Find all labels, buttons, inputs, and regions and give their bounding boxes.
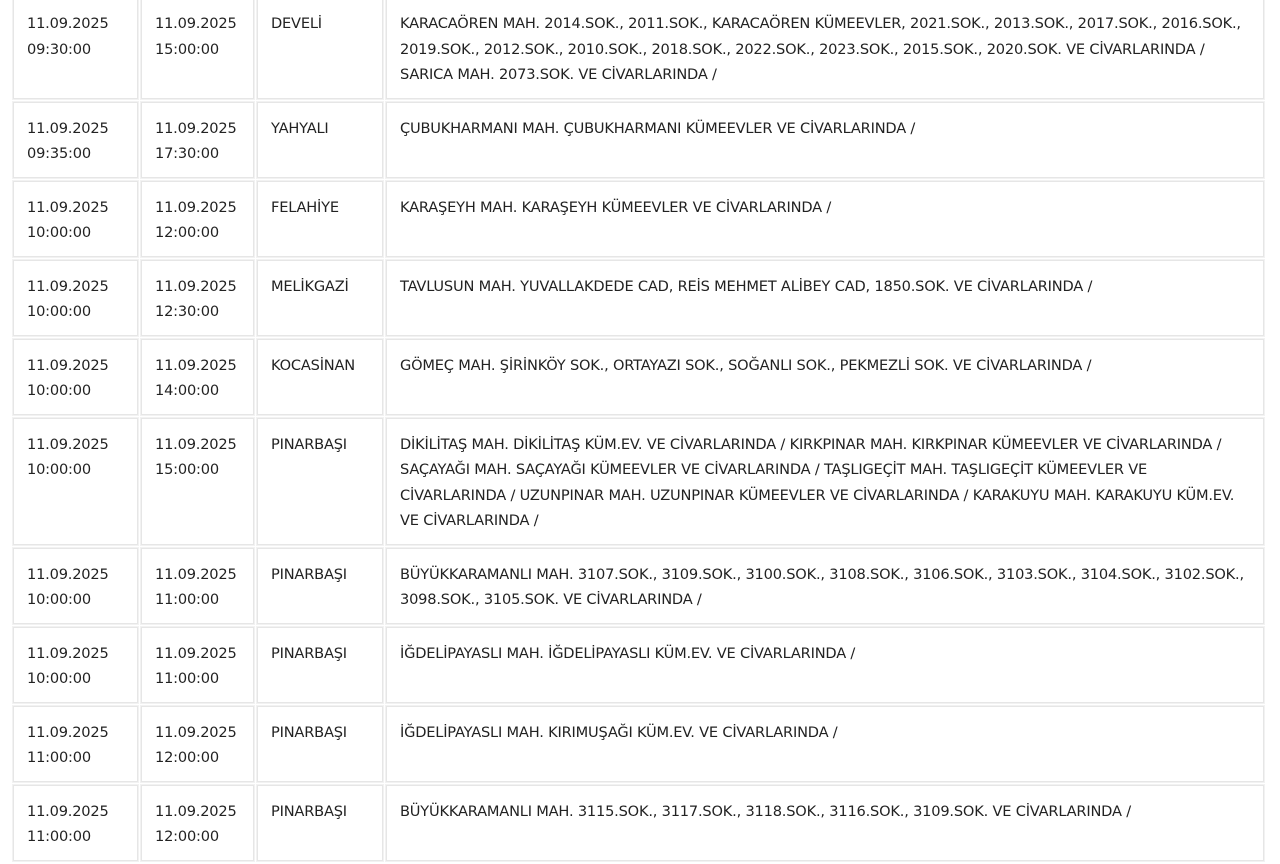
start-date: 11.09.2025	[27, 565, 109, 583]
start-time: 10:00:00	[27, 382, 91, 399]
table-row	[13, 102, 1264, 178]
outage-table-body	[13, 0, 1264, 861]
start-time: 10:00:00	[27, 224, 91, 241]
end-datetime-cell	[141, 418, 254, 545]
affected-area-cell: KARAŞEYH MAH. KARAŞEYH KÜMEEVLER VE CİVARLARINDA /	[386, 181, 1264, 257]
start-datetime-cell	[13, 181, 138, 257]
district-cell: PINARBAŞI	[257, 706, 383, 782]
affected-area-cell: BÜYÜKKARAMANLI MAH. 3107.SOK., 3109.SOK., 3100.SOK., 3108.SOK., 3106.SOK., 3103.SOK., 3104.SOK., 3102.SOK., 3098.SOK., 3105.SOK. VE CİVARLARINDA /	[386, 548, 1264, 624]
table-row	[13, 785, 1264, 861]
affected-area-cell: KARACAÖREN MAH. 2014.SOK., 2011.SOK., KARACAÖREN KÜMEEVLER, 2021.SOK., 2013.SOK., 2017.SOK., 2016.SOK., 2019.SOK., 2012.SOK., 2010.SOK., 2018.SOK., 2022.SOK., 2023.SOK., 2015.SOK., 2020.SOK. VE CİVARLARINDA / SARICA MAH. 2073.SOK. VE CİVARLARINDA /	[386, 0, 1264, 99]
end-time: 12:00:00	[155, 749, 219, 766]
start-time: 09:35:00	[27, 145, 91, 162]
end-time: 12:00:00	[155, 828, 219, 845]
end-datetime-cell	[141, 0, 254, 99]
district-cell: PINARBAŞI	[257, 785, 383, 861]
end-time: 12:00:00	[155, 224, 219, 241]
table-row	[13, 260, 1264, 336]
district-cell: MELİKGAZİ	[257, 260, 383, 336]
start-time: 10:00:00	[27, 461, 91, 478]
end-datetime-cell	[141, 339, 254, 415]
end-time: 12:30:00	[155, 303, 219, 320]
table-row	[13, 0, 1264, 99]
start-time: 11:00:00	[27, 828, 91, 845]
district-cell: DEVELİ	[257, 0, 383, 99]
end-datetime-cell	[141, 627, 254, 703]
end-datetime-cell	[141, 548, 254, 624]
start-date: 11.09.2025	[27, 723, 109, 741]
table-row	[13, 627, 1264, 703]
district-cell: PINARBAŞI	[257, 418, 383, 545]
affected-area-cell: TAVLUSUN MAH. YUVALLAKDEDE CAD, REİS MEHMET ALİBEY CAD, 1850.SOK. VE CİVARLARINDA /	[386, 260, 1264, 336]
start-time: 10:00:00	[27, 591, 91, 608]
end-datetime-cell	[141, 706, 254, 782]
start-datetime-cell	[13, 548, 138, 624]
end-time: 15:00:00	[155, 461, 219, 478]
district-cell: KOCASİNAN	[257, 339, 383, 415]
end-date: 11.09.2025	[155, 277, 237, 295]
start-datetime-cell	[13, 627, 138, 703]
end-time: 17:30:00	[155, 145, 219, 162]
end-date: 11.09.2025	[155, 119, 237, 137]
start-time: 11:00:00	[27, 749, 91, 766]
start-date: 11.09.2025	[27, 802, 109, 820]
district-cell: PINARBAŞI	[257, 627, 383, 703]
district-cell: PINARBAŞI	[257, 548, 383, 624]
end-date: 11.09.2025	[155, 15, 237, 32]
start-time: 10:00:00	[27, 303, 91, 320]
start-datetime-cell	[13, 339, 138, 415]
end-time: 11:00:00	[155, 670, 219, 687]
end-time: 15:00:00	[155, 40, 219, 58]
end-date: 11.09.2025	[155, 565, 237, 583]
affected-area-cell: ÇUBUKHARMANI MAH. ÇUBUKHARMANI KÜMEEVLER VE CİVARLARINDA /	[386, 102, 1264, 178]
end-date: 11.09.2025	[155, 435, 237, 453]
end-date: 11.09.2025	[155, 198, 237, 216]
start-datetime-cell	[13, 418, 138, 545]
start-time: 10:00:00	[27, 670, 91, 687]
start-date: 11.09.2025	[27, 198, 109, 216]
start-date: 11.09.2025	[27, 644, 109, 662]
end-time: 14:00:00	[155, 382, 219, 399]
start-datetime-cell	[13, 706, 138, 782]
table-row	[13, 706, 1264, 782]
start-date: 11.09.2025	[27, 277, 109, 295]
start-date: 11.09.2025	[27, 15, 109, 32]
start-date: 11.09.2025	[27, 435, 109, 453]
affected-area-cell: İĞDELİPAYASLI MAH. KIRIMUŞAĞI KÜM.EV. VE CİVARLARINDA /	[386, 706, 1264, 782]
district-cell: YAHYALI	[257, 102, 383, 178]
start-datetime-cell	[13, 102, 138, 178]
end-date: 11.09.2025	[155, 723, 237, 741]
district-cell: FELAHİYE	[257, 181, 383, 257]
start-time: 09:30:00	[27, 40, 91, 58]
affected-area-cell: DİKİLİTAŞ MAH. DİKİLİTAŞ KÜM.EV. VE CİVARLARINDA / KIRKPINAR MAH. KIRKPINAR KÜMEEVLER VE CİVARLARINDA / SAÇAYAĞI MAH. SAÇAYAĞI KÜMEEVLER VE CİVARLARINDA / TAŞLIGEÇİT MAH. TAŞLIGEÇİT KÜMEEVLER VE CİVARLARINDA / UZUNPINAR MAH. UZUNPINAR KÜMEEVLER VE CİVARLARINDA / KARAKUYU MAH. KARAKUYU KÜM.EV. VE CİVARLARINDA /	[386, 418, 1264, 545]
affected-area-cell: GÖMEÇ MAH. ŞİRİNKÖY SOK., ORTAYAZI SOK., SOĞANLI SOK., PEKMEZLİ SOK. VE CİVARLARINDA /	[386, 339, 1264, 415]
start-date: 11.09.2025	[27, 119, 109, 137]
table-row	[13, 418, 1264, 545]
end-datetime-cell	[141, 102, 254, 178]
start-datetime-cell	[13, 785, 138, 861]
power-outage-table	[10, 0, 1267, 864]
start-datetime-cell	[13, 260, 138, 336]
table-row	[13, 548, 1264, 624]
end-date: 11.09.2025	[155, 644, 237, 662]
start-datetime-cell	[13, 0, 138, 99]
end-date: 11.09.2025	[155, 802, 237, 820]
end-time: 11:00:00	[155, 591, 219, 608]
end-date: 11.09.2025	[155, 356, 237, 374]
affected-area-cell: BÜYÜKKARAMANLI MAH. 3115.SOK., 3117.SOK., 3118.SOK., 3116.SOK., 3109.SOK. VE CİVARLARINDA /	[386, 785, 1264, 861]
start-date: 11.09.2025	[27, 356, 109, 374]
table-row	[13, 339, 1264, 415]
end-datetime-cell	[141, 785, 254, 861]
affected-area-cell: İĞDELİPAYASLI MAH. İĞDELİPAYASLI KÜM.EV. VE CİVARLARINDA /	[386, 627, 1264, 703]
end-datetime-cell	[141, 260, 254, 336]
table-row	[13, 181, 1264, 257]
end-datetime-cell	[141, 181, 254, 257]
